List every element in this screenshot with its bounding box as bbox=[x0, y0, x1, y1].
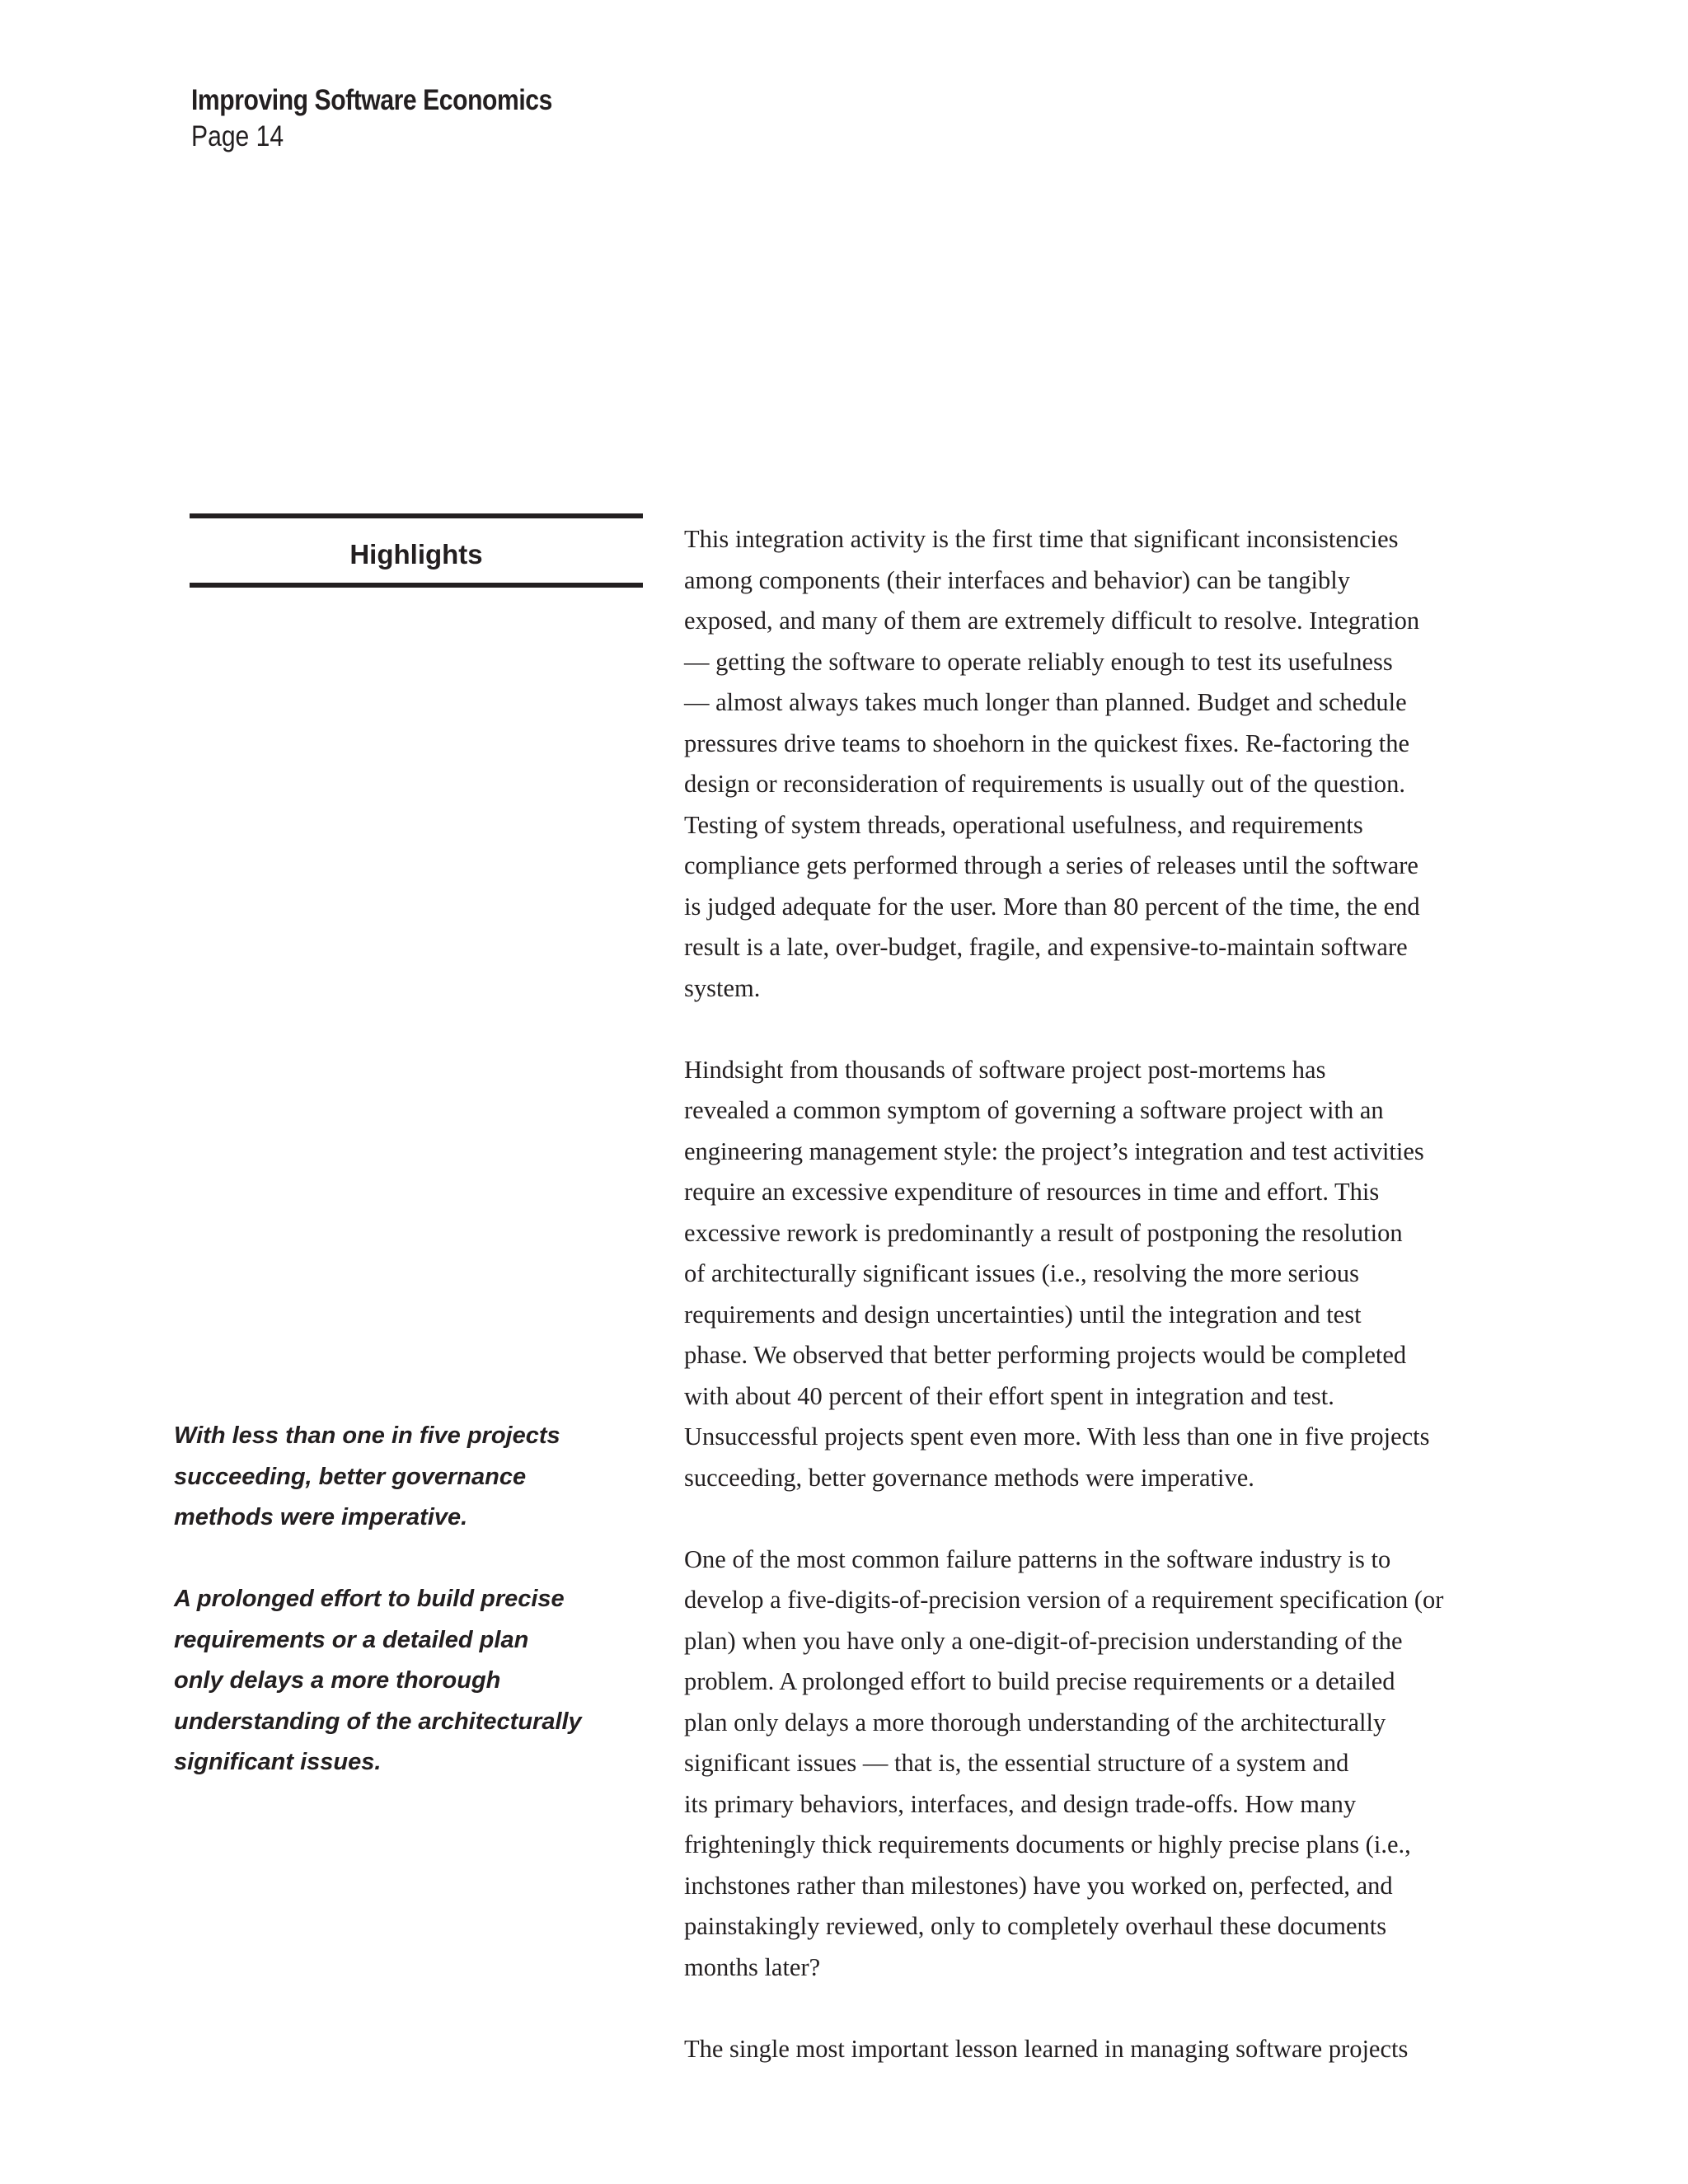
body-paragraph: This integration activity is the first time that significant inconsistencies among components (their interfaces and behavior) can be tangibly exposed, and many of them are extremely difficult to resolve. Integration — getting the software to operate reliably enough to test its usefulness — almost always takes much longer than planned. Budget and schedule pressures drive teams to shoehorn in the quickest fixes. Re-factoring the design or reconsideration of requirements is usually out of the question. Testing of system threads, operational usefulness, and requirements compliance gets performed through a series of releases until the software is judged adequate for the user. More than 80 percent of the time, the end result is a late, over-budget, fragile, and expensive-to-maintain software system. bbox=[684, 525, 1420, 1002]
highlights-heading-box bbox=[190, 513, 643, 588]
sidebar-pull-quotes bbox=[174, 1416, 635, 1824]
pull-quote: A prolonged effort to build precise requirements or a detailed plan only delays a more thorough understanding of the architecturally significant issues. bbox=[174, 1586, 582, 1775]
body-paragraph: One of the most common failure patterns in the software industry is to develop a five-digits-of-precision version of a requirement specification (or plan) when you have only a one-digit-of-precision understanding of the problem. A prolonged effort to build precise requirements or a detailed plan only delays a more thorough understanding of the architecturally significant issues — that is, the essential structure of a system and its primary behaviors, interfaces, and design trade-offs. How many frighteningly thick requirements documents or highly precise plans (i.e., inchstones rather than milestones) have you worked on, perfected, and painstakingly reviewed, only to completely overhaul these documents months later? bbox=[684, 1544, 1444, 1981]
pull-quote: With less than one in five projects succeeding, better governance methods were imperative. bbox=[174, 1422, 560, 1530]
page-header bbox=[191, 82, 611, 155]
body-paragraph: Hindsight from thousands of software project post-mortems has revealed a common symptom of governing a software project with an engineering management style: the project’s integration and test activities require an excessive expenditure of resources in time and effort. This excessive rework is predominantly a result of postponing the resolution of architecturally significant issues (i.e., resolving the more serious requirements and design uncertainties) until the integration and test phase. We observed that better performing projects would be completed with about 40 percent of their effort spent in integration and test. Unsuccessful projects spent even more. With less than one in five projects succeeding, better governance methods were imperative. bbox=[684, 1055, 1430, 1492]
body-text-column bbox=[684, 519, 1541, 2111]
page-number: Page 14 bbox=[191, 120, 284, 152]
document-title: Improving Software Economics bbox=[191, 84, 552, 116]
highlights-heading: Highlights bbox=[349, 539, 483, 569]
body-paragraph: The single most important lesson learned in managing software projects bbox=[684, 2034, 1409, 2063]
